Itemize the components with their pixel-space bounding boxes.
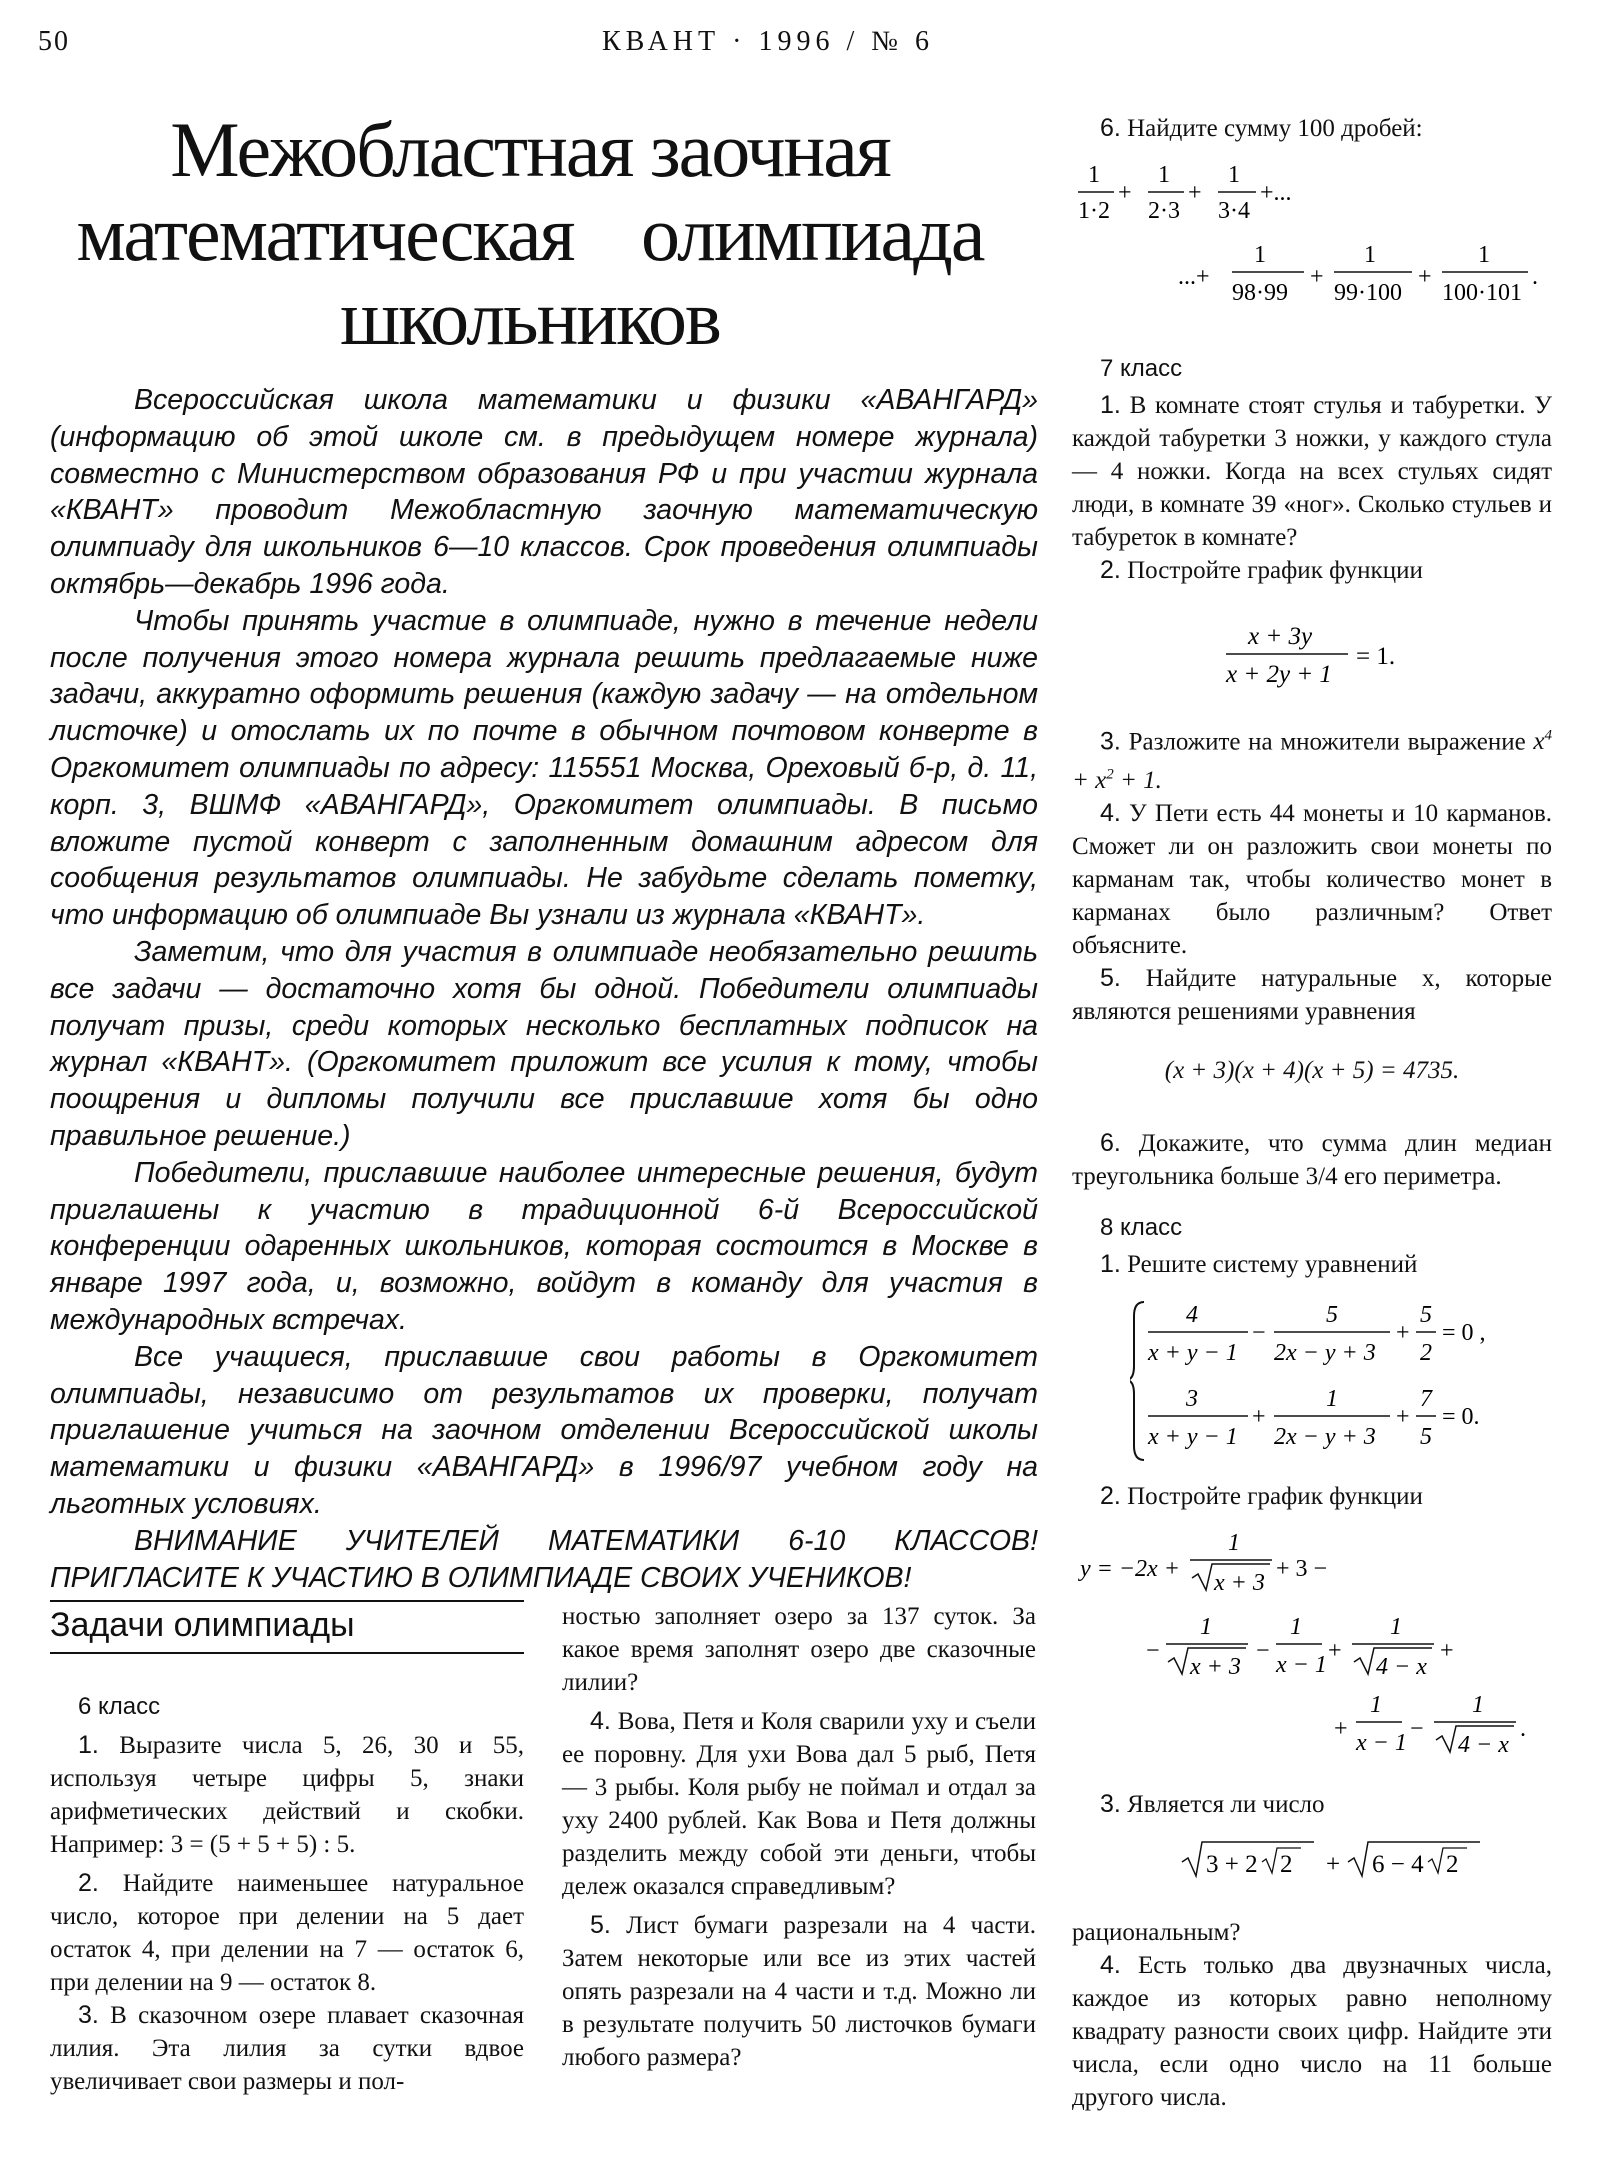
svg-text:x − 1: x − 1	[1356, 1730, 1407, 1756]
svg-text:1: 1	[1290, 1614, 1302, 1640]
running-header: КВАНТ · 1996 / № 6	[602, 26, 934, 57]
task-text: Есть только два двузначных числа, каждое из которых равно неполному квадрату разности своих цифр. Найдите эти числа, если одно число на 11 больше другого числа.	[1072, 1952, 1552, 2111]
column-3	[1072, 112, 1552, 145]
task-number: 2.	[78, 1869, 99, 1897]
task-number: 3.	[1100, 1790, 1121, 1818]
task	[1072, 1248, 1552, 1281]
svg-text:3 + 2: 3 + 2	[1206, 1851, 1258, 1878]
svg-text:5: 5	[1326, 1302, 1338, 1328]
task-number: 1.	[1100, 391, 1121, 419]
grade-8-label: 8 класс	[1100, 1213, 1183, 1241]
task	[1072, 1480, 1552, 1513]
column-3-grade7b	[1072, 720, 1552, 1281]
task-text: Является ли число	[1127, 1791, 1325, 1818]
task-number: 3.	[78, 2001, 99, 2029]
task-text: Постройте график функции	[1127, 1483, 1423, 1510]
intro-paragraph: Победители, приславшие наиболее интересные решения, будут приглашены к участию в традиционной 6-й Всероссийской конференции одаренных школьников, которая состоится в Москве в январе 1997 года, и, возможно, войдут в команду для участия в международных встречах.	[50, 1156, 1038, 1336]
svg-text:.: .	[1520, 1716, 1526, 1742]
fraction-sum-formula	[1072, 160, 1562, 320]
task-text: Найдите натуральные x, которые являются решениями уравнения	[1072, 964, 1552, 1025]
svg-text:+: +	[1396, 1404, 1410, 1430]
svg-text:3: 3	[1186, 1386, 1198, 1412]
task-example: 3 = (5 + 5 + 5) : 5.	[170, 1831, 356, 1858]
page-number: 50	[38, 26, 70, 57]
intro-paragraph: Всероссийская школа математики и физики «АВАНГАРД» (информацию об этой школе см. в предыдущем номере журнала) совместно с Министерством образования РФ и при участии журнала «КВАНТ» проводит Межобластную заочную математическую олимпиаду для школьников 6—10 классов. Срок проведения олимпиады октябрь—декабрь 1996 года.	[50, 384, 1038, 600]
svg-text:1: 1	[1478, 242, 1490, 268]
svg-text:2x − y + 3: 2x − y + 3	[1274, 1340, 1376, 1366]
title-line-1: Межобластная заочная	[170, 106, 890, 193]
svg-text:+: +	[1188, 180, 1202, 206]
svg-text:y = −2x +: y = −2x +	[1080, 1556, 1180, 1582]
svg-text:+: +	[1326, 1851, 1341, 1878]
svg-text:1: 1	[1370, 1692, 1382, 1718]
task-text: Найдите сумму 100 дробей:	[1127, 115, 1423, 142]
svg-text:99·100: 99·100	[1334, 280, 1402, 306]
svg-text:+ 3 −: + 3 −	[1276, 1556, 1328, 1582]
svg-text:6 − 4: 6 − 4	[1372, 1851, 1424, 1878]
task	[1072, 1127, 1552, 1193]
svg-text:1: 1	[1364, 242, 1376, 268]
svg-text:7: 7	[1420, 1386, 1432, 1412]
svg-text:98·99: 98·99	[1232, 280, 1288, 306]
svg-text:2: 2	[1420, 1340, 1432, 1366]
task-number: 1.	[1100, 1249, 1121, 1278]
svg-text:x + y − 1: x + y − 1	[1148, 1424, 1238, 1450]
task	[50, 1999, 524, 2098]
svg-text:+: +	[1118, 180, 1132, 206]
svg-text:2x − y + 3: 2x − y + 3	[1274, 1424, 1376, 1450]
task	[562, 1909, 1036, 2074]
svg-text:2: 2	[1280, 1851, 1293, 1878]
column-3-grade8	[1072, 1480, 1552, 1513]
task	[562, 1705, 1036, 1903]
column-2	[562, 1600, 1036, 2074]
svg-text:x + y − 1: x + y − 1	[1148, 1340, 1238, 1366]
column-3-grade8b	[1072, 1788, 1552, 1821]
task	[1072, 962, 1552, 1028]
intro-paragraph: Все учащиеся, приславшие свои работы в Оргкомитет олимпиады, независимо от результатов их проверки, получат приглашение учиться на заочном отделении Всероссийской школы математики и физики «АВАНГАРД» в 1996/97 учебном году на льготных условиях.	[50, 1340, 1038, 1520]
column-3-grade7	[1072, 352, 1552, 587]
task	[1072, 797, 1552, 962]
task-number: 4.	[590, 1707, 611, 1735]
task-continuation: ностью заполняет озеро за 137 суток. За какое время заполнят озеро две сказочные лилии?	[562, 1603, 1036, 1696]
svg-text:−: −	[1410, 1716, 1424, 1742]
svg-text:x + 3: x + 3	[1190, 1654, 1241, 1680]
svg-text:3·4: 3·4	[1218, 198, 1250, 224]
svg-text:+: +	[1334, 1716, 1348, 1742]
task-number: 6.	[1100, 114, 1121, 142]
function-formula-g7	[1220, 620, 1440, 700]
svg-text:...+: ...+	[1178, 264, 1210, 290]
section-title: Задачи олимпиады	[50, 1606, 355, 1644]
svg-text:1: 1	[1254, 242, 1266, 268]
task-text: Вова, Петя и Коля сварили уху и съели ее поровну. Для ухи Вова дал 5 рыб, Петя — 3 рыбы. Коля рыбу не поймал и отдал за уху 2400 рублей. Как Вова и Петя должны разделить между собой эти деньги, чтобы дележ оказался справедливым?	[562, 1708, 1037, 1900]
svg-text:x − 1: x − 1	[1276, 1652, 1327, 1678]
svg-text:+...: +...	[1260, 180, 1292, 206]
task-text: Постройте график функции	[1127, 557, 1423, 584]
task-number: 3.	[1100, 727, 1121, 756]
column-1	[50, 1690, 524, 2098]
task-number: 4.	[1100, 1951, 1121, 1979]
task	[50, 1729, 524, 1861]
task-number: 5.	[1100, 963, 1121, 992]
svg-text:100·101: 100·101	[1442, 280, 1522, 306]
svg-text:5: 5	[1420, 1302, 1432, 1328]
svg-text:x + 2y + 1: x + 2y + 1	[1226, 661, 1332, 688]
svg-text:x + 3y: x + 3y	[1248, 623, 1313, 650]
svg-text:1: 1	[1228, 162, 1240, 188]
task-text: В сказочном озере плавает сказочная лилия. Эта лилия за сутки вдвое увеличивает свои размеры и пол-	[50, 2002, 525, 2095]
svg-text:4 − x: 4 − x	[1376, 1654, 1427, 1680]
polynomial-expression: $x^4 + x^2 + 1$.	[1072, 728, 1553, 794]
svg-text:4: 4	[1186, 1302, 1198, 1328]
task-text: Лист бумаги разрезали на 4 части. Затем некоторые или все из этих частей опять разрезали на 4 части и т.д. Можно ли в результате получить 50 листочков бумаги любого размера?	[562, 1912, 1037, 2071]
intro-paragraph: Чтобы принять участие в олимпиаде, нужно в течение недели после получения этого номера журнала решить предлагаемые ниже задачи, аккуратно оформить решения (каждую задачу — на отдельном листочке) и отослать их по почте в обычном почтовом конверте в Оргкомитет олимпиады по адресу: 115551 Москва, Ореховый б-р, д. 11, корп. 3, ВШМФ «АВАНГАРД», Оргкомитет олимпиады. В письмо вложите пустой конверт с заполненным домашним адресом для сообщения результатов олимпиады. Не забудьте сделать пометку, что информацию об олимпиаде Вы узнали из журнала «КВАНТ».	[50, 604, 1038, 932]
svg-text:2·3: 2·3	[1148, 198, 1180, 224]
task-number: 2.	[1100, 1482, 1121, 1510]
svg-text:= 0.: = 0.	[1442, 1404, 1480, 1430]
svg-text:1·2: 1·2	[1078, 198, 1110, 224]
intro-warning: ВНИМАНИЕ УЧИТЕЛЕЙ МАТЕМАТИКИ 6-10 КЛАССОВ! ПРИГЛАСИТЕ К УЧАСТИЮ В ОЛИМПИАДЕ СВОИХ УЧЕНИКОВ!	[50, 1524, 1038, 1594]
task-number: 1.	[78, 1731, 99, 1759]
task	[1072, 1788, 1552, 1821]
equation-system	[1130, 1296, 1530, 1466]
svg-text:1: 1	[1472, 1692, 1484, 1718]
svg-text:−: −	[1146, 1638, 1160, 1664]
task-number: 5.	[590, 1911, 611, 1939]
svg-text:1: 1	[1390, 1614, 1402, 1640]
title-line-2: математическая олимпиада	[76, 190, 984, 277]
svg-text:.: .	[1532, 264, 1538, 290]
task-continuation: рациональным?	[1072, 1919, 1241, 1946]
task-text: Докажите, что сумма длин медиан треугольника больше 3/4 его периметра.	[1072, 1129, 1552, 1190]
section-rule-top	[50, 1600, 524, 1602]
svg-text:+: +	[1418, 264, 1432, 290]
intro-text	[50, 382, 1038, 1596]
svg-text:2: 2	[1446, 1851, 1459, 1878]
task	[1072, 720, 1552, 797]
task	[50, 1867, 524, 1999]
svg-text:5: 5	[1420, 1424, 1432, 1450]
grade-6-label: 6 класс	[78, 1693, 161, 1720]
section-rule-bottom	[50, 1652, 524, 1654]
svg-text:1: 1	[1228, 1530, 1240, 1556]
svg-text:1: 1	[1158, 162, 1170, 188]
svg-text:1: 1	[1200, 1614, 1212, 1640]
svg-text:+: +	[1310, 264, 1324, 290]
intro-paragraph: Заметим, что для участия в олимпиаде необязательно решить все задачи — достаточно хотя бы одной. Победители олимпиады получат призы, среди которых несколько бесплатных подписок на журнал «КВАНТ». (Оргкомитет приложит все усилия к тому, чтобы поощрения и дипломы получили все приславшие хотя бы одно правильное решение.)	[50, 935, 1038, 1152]
svg-text:+: +	[1440, 1638, 1454, 1664]
svg-text:−: −	[1256, 1638, 1270, 1664]
task	[1072, 554, 1552, 587]
task-number: 2.	[1100, 556, 1121, 584]
task-text: Решите систему уравнений	[1127, 1250, 1418, 1278]
svg-text:x + 3: x + 3	[1214, 1570, 1265, 1596]
svg-text:= 0 ,: = 0 ,	[1442, 1320, 1486, 1346]
svg-text:+: +	[1396, 1320, 1410, 1346]
column-3-grade8c	[1072, 1916, 1552, 2114]
radical-number-formula	[1180, 1830, 1480, 1890]
svg-text:+: +	[1328, 1638, 1342, 1664]
title-line-3: школьников	[340, 274, 720, 361]
svg-text:= 1.: = 1.	[1356, 643, 1396, 670]
task-text: У Пети есть 44 монеты и 10 карманов. Сможет ли он разложить свои монеты по карманам так, чтобы количество монет в карманах было различным? Ответ объясните.	[1072, 799, 1553, 959]
task-number: 4.	[1100, 798, 1121, 827]
article-title	[60, 108, 1000, 360]
svg-text:4 − x: 4 − x	[1458, 1732, 1509, 1758]
cubic-equation: (x + 3)(x + 4)(x + 5) = 4735.	[1164, 1056, 1460, 1084]
task	[1072, 1949, 1552, 2114]
task-text: Найдите наименьшее натуральное число, которое при делении на 5 дает остаток 4, при делении на 7 — остаток 6, при делении на 9 — остаток 8.	[50, 1870, 525, 1996]
svg-text:−: −	[1252, 1320, 1266, 1346]
task-number: 6.	[1100, 1128, 1121, 1157]
svg-text:1: 1	[1088, 162, 1100, 188]
svg-text:+: +	[1252, 1404, 1266, 1430]
task-text: В комнате стоят стулья и табуретки. У каждой табуретки 3 ножки, у каждого стула — 4 ножки. Когда на всех стульях сидят люди, в комнате 39 «ног». Сколько стульев и табуреток в комнате?	[1072, 392, 1553, 551]
svg-text:1: 1	[1326, 1386, 1338, 1412]
task-text: Выразите числа 5, 26, 30 и 55, используя четыре цифры 5, знаки арифметических действий и скобки. Например:	[50, 1732, 525, 1858]
task	[1072, 112, 1552, 145]
task	[1072, 389, 1552, 554]
grade-7-label: 7 класс	[1100, 355, 1183, 382]
task-text: Разложите на множители выражение	[1128, 728, 1526, 756]
radical-function-formula	[1072, 1520, 1562, 1780]
